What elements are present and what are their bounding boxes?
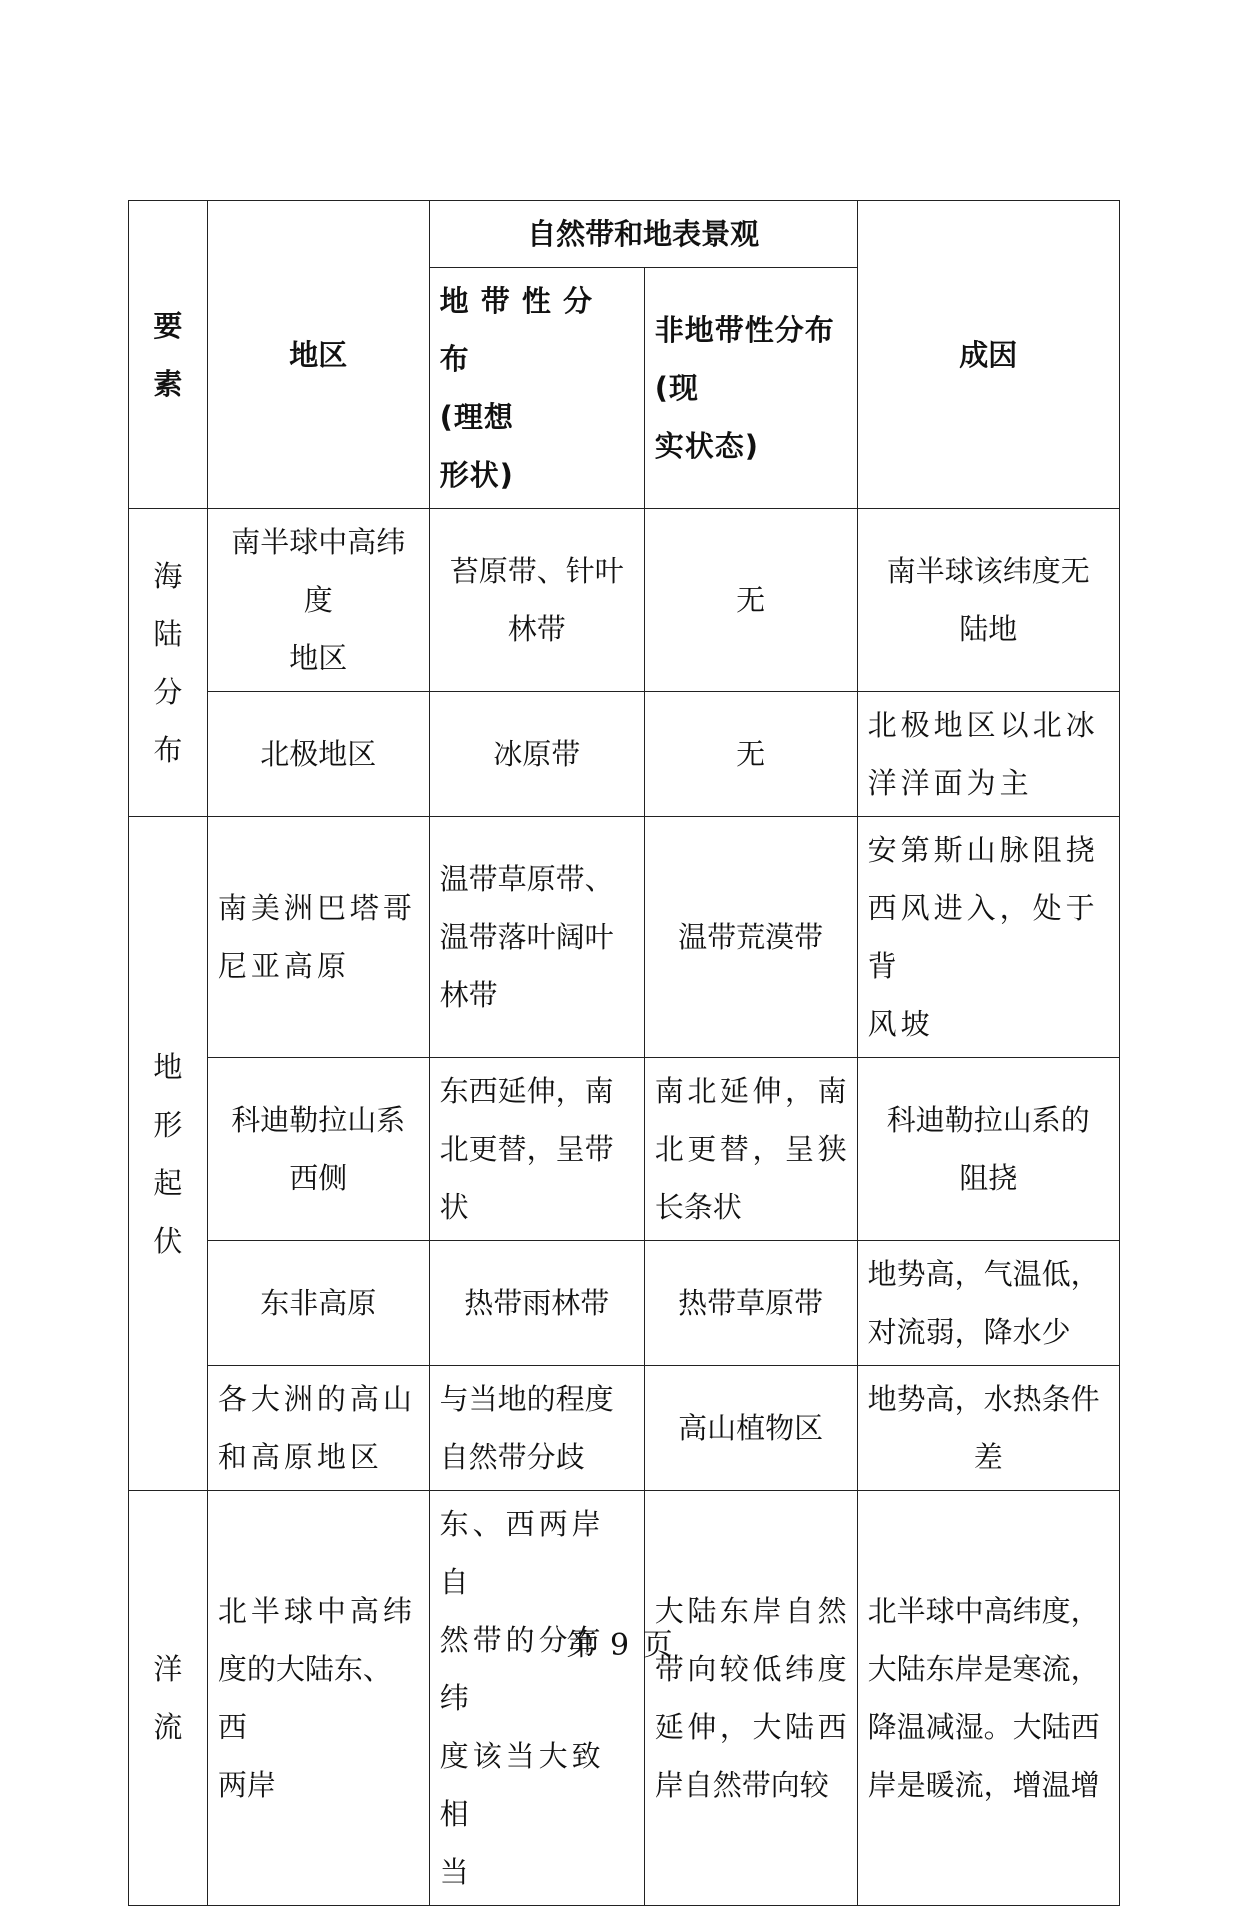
region-line: 西侧 — [289, 1161, 348, 1195]
cause-line: 科迪勒拉山系的 — [886, 1103, 1090, 1137]
header-element-char-2: 素 — [153, 366, 183, 401]
table-row — [129, 1491, 1120, 1906]
cause-line: 阻挠 — [959, 1161, 1018, 1195]
cause-line: 北极地区以北冰 — [867, 708, 1099, 742]
azonal-cell: 热带草原带 — [644, 1241, 857, 1366]
cause-line: 对流弱，降水少 — [867, 1315, 1071, 1349]
region-cell: 北极地区 — [207, 692, 429, 817]
zonal-cell: 冰原带 — [429, 692, 644, 817]
zonal-line: 东、西两岸自 — [439, 1507, 605, 1599]
zonal-line: 林带 — [439, 978, 498, 1012]
zonal-line: 温带落叶阔叶 — [439, 920, 614, 954]
header-row-1 — [129, 201, 1120, 268]
region-line: 北半球中高纬 — [217, 1594, 416, 1628]
region-line: 南美洲巴塔哥 — [217, 891, 416, 925]
region-cell — [207, 817, 429, 1058]
cause-cell — [857, 817, 1119, 1058]
region-line: 尼亚高原 — [217, 949, 350, 983]
header-azonal — [644, 268, 857, 509]
azonal-cell: 无 — [644, 509, 857, 692]
azonal-cell: 温带荒漠带 — [644, 817, 857, 1058]
cause-cell — [857, 692, 1119, 817]
header-azonal-line-3: 实状态) — [654, 429, 760, 463]
region-cell: 东非高原 — [207, 1241, 429, 1366]
zonal-line: 北更替，呈带 — [439, 1132, 614, 1166]
zonal-line: 苔原带、针叶 — [449, 554, 624, 588]
group-element-ocean-current: 洋 流 — [129, 1491, 208, 1906]
zonal-line: 度该当大致相 — [439, 1739, 605, 1831]
cause-line: 岸是暖流，增温增 — [867, 1768, 1100, 1802]
cause-line: 地势高，气温低， — [867, 1257, 1100, 1291]
table-row — [129, 692, 1120, 817]
table-row — [129, 1366, 1120, 1491]
region-line: 各大洲的高山 — [217, 1382, 416, 1416]
azonal-cell: 大陆东岸自然带向较低纬度延伸，大陆西岸自然带向较 — [644, 1491, 857, 1906]
header-azonal-line-1: 非地带性分布 — [654, 313, 835, 347]
region-line: 度 — [303, 583, 333, 617]
region-line: 南半球中高纬 — [231, 525, 406, 559]
cause-line: 降温减湿。大陆西 — [867, 1710, 1100, 1744]
header-element-char-1: 要 — [153, 308, 183, 343]
zonal-cell — [429, 1366, 644, 1491]
zonal-line: 然带的分布纬 — [439, 1623, 605, 1715]
header-azonal-line-2: (现 — [654, 371, 700, 405]
region-line: 两岸 — [217, 1768, 276, 1802]
zonal-cell — [429, 1491, 644, 1906]
region-cell — [207, 1366, 429, 1491]
zonal-line: 东西延伸，南 — [439, 1074, 614, 1108]
header-zonal — [429, 268, 644, 509]
azonal-cell: 南北延伸，南北更替，呈狭长条状 — [644, 1058, 857, 1241]
table-row — [129, 1241, 1120, 1366]
cause-line: 安第斯山脉阻挠 — [867, 833, 1099, 867]
header-element — [129, 201, 208, 509]
table-row — [129, 509, 1120, 692]
region-cell — [207, 1058, 429, 1241]
region-line: 科迪勒拉山系 — [231, 1103, 406, 1137]
header-zonal-line-3: 形状) — [439, 458, 514, 492]
group-element-land-sea: 海 陆 分 布 — [129, 509, 208, 817]
cause-line: 南半球该纬度无 — [886, 554, 1090, 588]
region-line: 地区 — [289, 641, 348, 675]
header-zonal-line-2: (理想 — [439, 400, 514, 434]
cause-line: 北半球中高纬度， — [867, 1594, 1100, 1628]
header-cause: 成因 — [857, 201, 1119, 509]
cause-cell — [857, 1058, 1119, 1241]
header-group: 自然带和地表景观 — [429, 201, 857, 268]
cause-line: 西风进入，处于背 — [867, 891, 1099, 983]
region-cell — [207, 509, 429, 692]
cause-line: 陆地 — [959, 612, 1018, 646]
page-number: 第 9 页 — [566, 1628, 675, 1663]
cause-cell — [857, 1241, 1119, 1366]
cause-line: 地势高，水热条件 — [867, 1382, 1100, 1416]
azonal-cell: 高山植物区 — [644, 1366, 857, 1491]
table-row — [129, 817, 1120, 1058]
region-line: 度的大陆东、西 — [217, 1652, 392, 1744]
zonal-cell: 热带雨林带 — [429, 1241, 644, 1366]
zonal-line: 当 — [439, 1855, 473, 1889]
zonal-cell — [429, 1058, 644, 1241]
cause-cell — [857, 1491, 1119, 1906]
cause-cell — [857, 509, 1119, 692]
zonal-line: 自然带分歧 — [439, 1440, 585, 1474]
table-row — [129, 1058, 1120, 1241]
zonal-line: 状 — [439, 1190, 469, 1224]
header-zonal-line-1: 地 带 性 分 布 — [439, 284, 593, 376]
region-cell — [207, 1491, 429, 1906]
cause-line: 洋洋面为主 — [867, 766, 1033, 800]
region-line: 和高原地区 — [217, 1440, 383, 1474]
cause-line: 风坡 — [867, 1007, 934, 1041]
zonal-cell — [429, 509, 644, 692]
zonal-line: 温带草原带、 — [439, 862, 614, 896]
zonal-line: 林带 — [507, 612, 566, 646]
zonal-cell — [429, 817, 644, 1058]
azonal-cell: 无 — [644, 692, 857, 817]
group-element-terrain: 地 形 起 伏 — [129, 817, 208, 1491]
cause-line: 大陆东岸是寒流， — [867, 1652, 1100, 1686]
zonal-line: 与当地的程度 — [439, 1382, 614, 1416]
header-region: 地区 — [207, 201, 429, 509]
cause-cell — [857, 1366, 1119, 1491]
cause-line: 差 — [973, 1440, 1003, 1474]
